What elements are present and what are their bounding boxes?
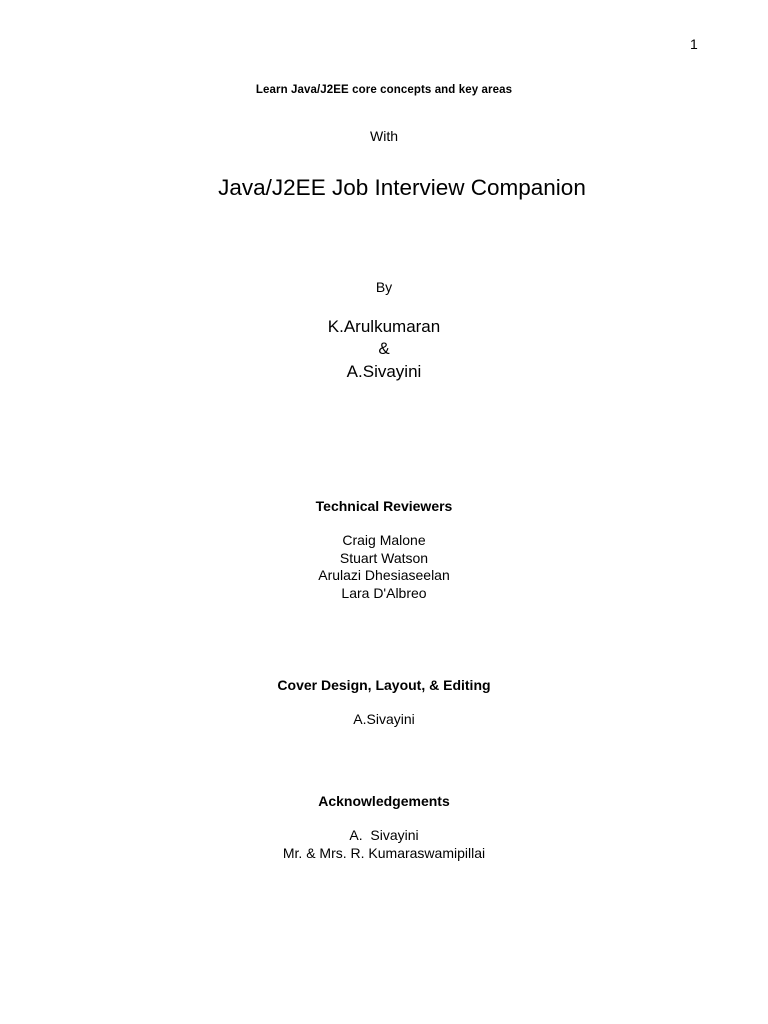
reviewer-name: Stuart Watson xyxy=(339,549,429,566)
author-first: K.Arulkumaran xyxy=(327,317,441,336)
acknowledged-name: Mr. & Mrs. R. Kumaraswamipillai xyxy=(282,844,486,861)
reviewer-name: Craig Malone xyxy=(342,532,426,548)
author-ampersand: & xyxy=(378,339,390,358)
book-title: Java/J2EE Job Interview Companion xyxy=(218,175,586,200)
cover-designer-name: A.Sivayini xyxy=(353,711,415,727)
acknowledgements-list xyxy=(0,827,768,862)
cover-design-list xyxy=(0,711,768,729)
author-second: A.Sivayini xyxy=(346,362,422,381)
with-label: With xyxy=(370,128,398,144)
acknowledged-name: A. Sivayini xyxy=(349,827,419,843)
reviewer-name: Arulazi Dhesiaseelan xyxy=(318,567,450,583)
by-label: By xyxy=(375,279,393,295)
acknowledgements-heading: Acknowledgements xyxy=(318,793,450,809)
cover-design-heading: Cover Design, Layout, & Editing xyxy=(277,677,491,693)
tagline: Learn Java/J2EE core concepts and key areas xyxy=(255,84,513,96)
reviewer-name: Lara D'Albreo xyxy=(341,584,427,601)
technical-reviewers-list xyxy=(0,532,768,602)
technical-reviewers-heading: Technical Reviewers xyxy=(315,498,453,514)
page-number: 1 xyxy=(690,36,698,52)
